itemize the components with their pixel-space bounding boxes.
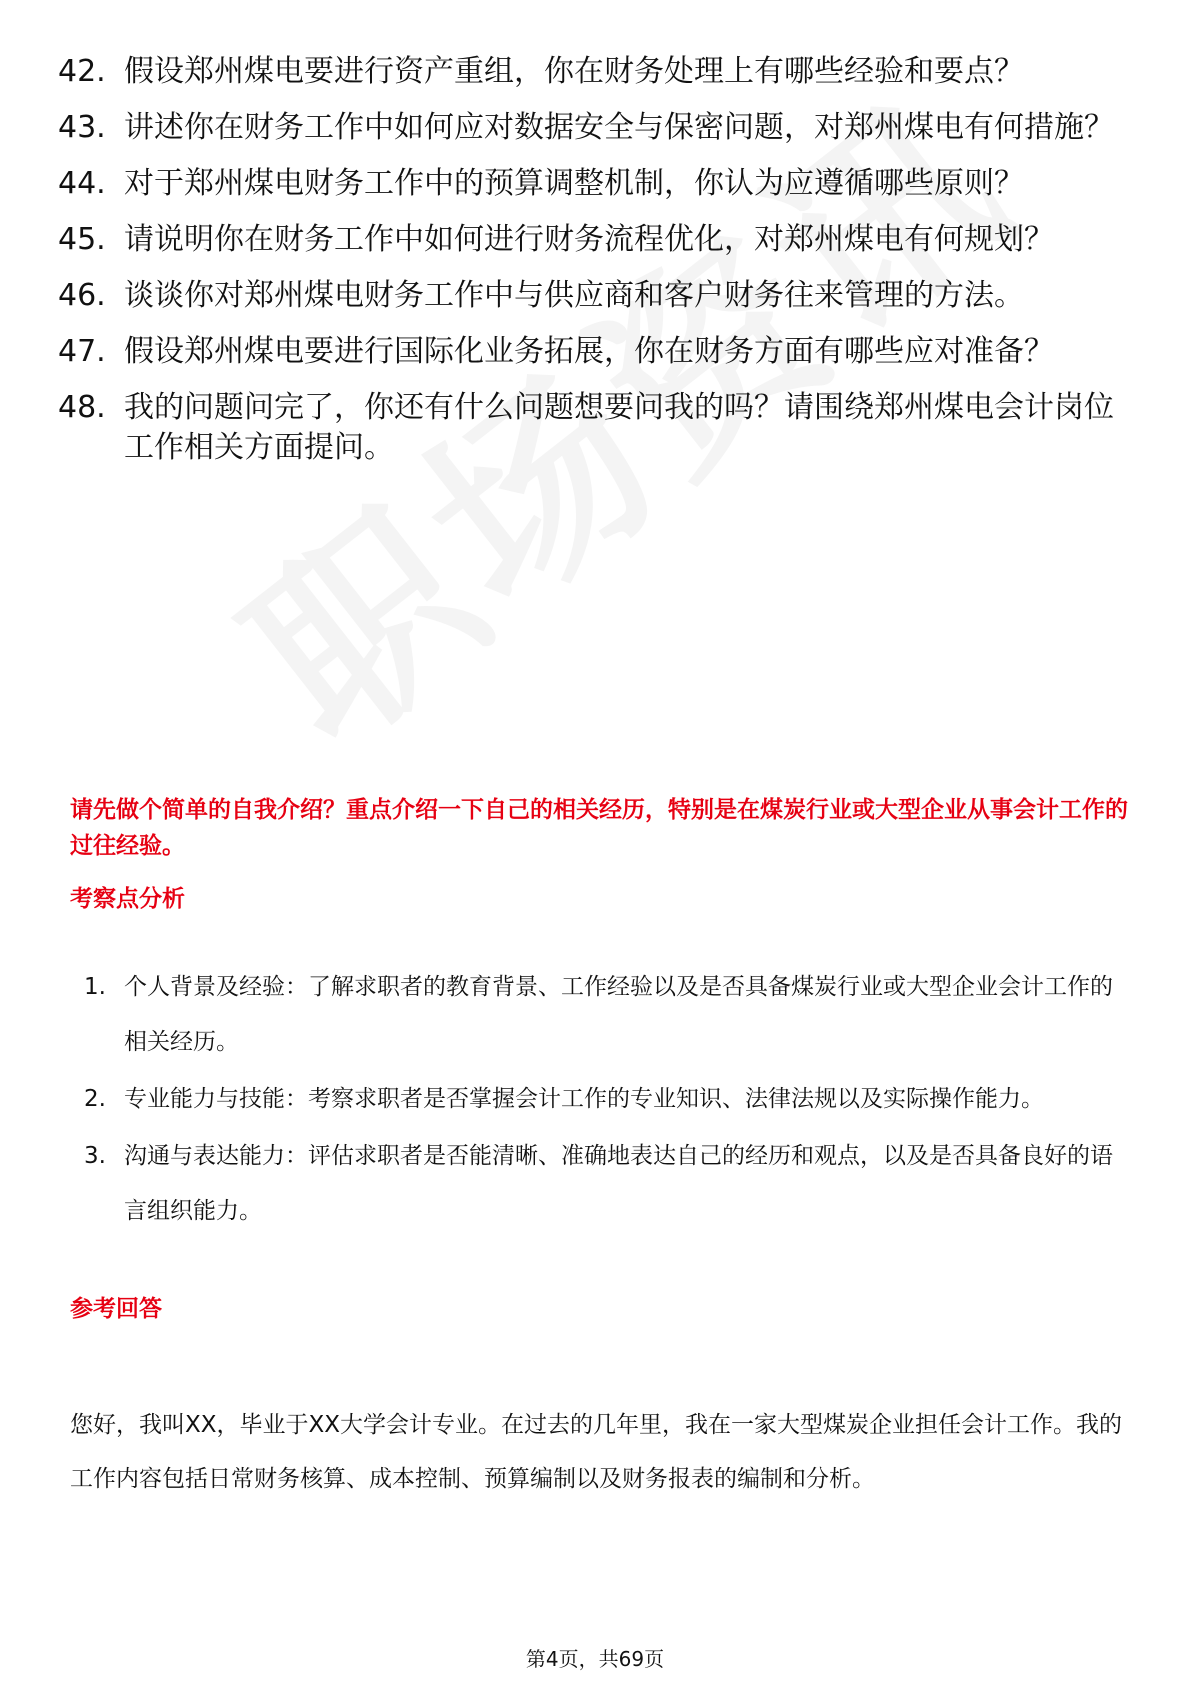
question-text: 假设郑州煤电要进行国际化业务拓展，你在财务方面有哪些应对准备？	[124, 334, 1054, 369]
analysis-number: 2.	[84, 1086, 106, 1112]
analysis-item	[84, 1072, 1134, 1127]
question-number: 42.	[58, 54, 106, 89]
reference-heading: 参考回答	[70, 1296, 162, 1322]
question-item	[58, 108, 1138, 148]
analysis-item	[84, 1129, 1134, 1239]
question-item	[58, 332, 1138, 372]
analysis-text: 个人背景及经验：了解求职者的教育背景、工作经验以及是否具备煤炭行业或大型企业会计工作的相关经历。	[124, 974, 1113, 1055]
question-item	[58, 164, 1138, 204]
question-number: 47.	[58, 334, 106, 369]
question-item	[58, 220, 1138, 260]
question-number: 45.	[58, 222, 106, 257]
page-footer: 第4页，共69页	[525, 1647, 665, 1671]
question-number: 44.	[58, 166, 106, 201]
question-text: 我的问题问完了，你还有什么问题想要问我的吗？请围绕郑州煤电会计岗位工作相关方面提问。	[124, 390, 1114, 465]
question-text: 讲述你在财务工作中如何应对数据安全与保密问题，对郑州煤电有何措施？	[124, 110, 1114, 145]
question-text: 假设郑州煤电要进行资产重组，你在财务处理上有哪些经验和要点？	[124, 54, 1024, 89]
question-text: 谈谈你对郑州煤电财务工作中与供应商和客户财务往来管理的方法。	[124, 278, 1024, 313]
question-text: 请说明你在财务工作中如何进行财务流程优化，对郑州煤电有何规划？	[124, 222, 1054, 257]
question-list	[58, 52, 1138, 484]
analysis-list	[84, 960, 1134, 1241]
question-item	[58, 276, 1138, 316]
analysis-heading: 考察点分析	[70, 886, 185, 912]
question-item	[58, 388, 1138, 468]
analysis-number: 3.	[84, 1143, 106, 1169]
question-number: 48.	[58, 390, 106, 425]
question-item	[58, 52, 1138, 92]
question-number: 43.	[58, 110, 106, 145]
analysis-text: 沟通与表达能力：评估求职者是否能清晰、准确地表达自己的经历和观点，以及是否具备良好的语言组织能力。	[124, 1143, 1113, 1224]
question-number: 46.	[58, 278, 106, 313]
analysis-text: 专业能力与技能：考察求职者是否掌握会计工作的专业知识、法律法规以及实际操作能力。	[124, 1086, 1044, 1112]
analysis-number: 1.	[84, 974, 106, 1000]
featured-question: 请先做个简单的自我介绍？重点介绍一下自己的相关经历，特别是在煤炭行业或大型企业从事会计工作的过往经验。	[70, 797, 1128, 859]
analysis-item	[84, 960, 1134, 1070]
reference-answer: 您好，我叫XX，毕业于XX大学会计专业。在过去的几年里，我在一家大型煤炭企业担任会计工作。我的工作内容包括日常财务核算、成本控制、预算编制以及财务报表的编制和分析。	[70, 1412, 1123, 1492]
question-text: 对于郑州煤电财务工作中的预算调整机制，你认为应遵循哪些原则？	[124, 166, 1024, 201]
